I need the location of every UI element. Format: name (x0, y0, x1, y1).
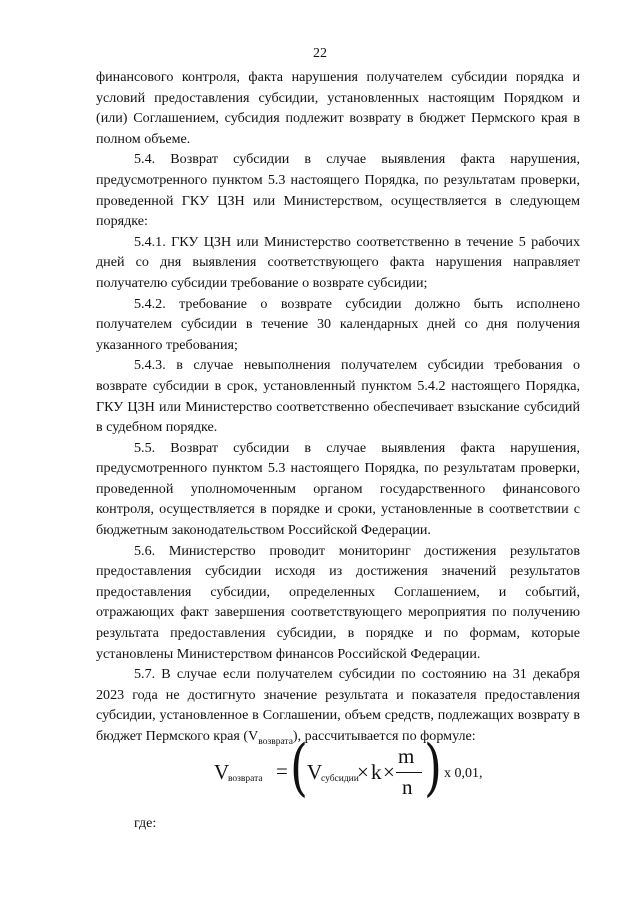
formula-tail: x 0,01, (444, 766, 483, 781)
formula-open-paren: ( (290, 730, 308, 804)
paragraph-continuation: финансового контроля, факта нарушения получателем субсидии порядка и условий предоставления субсидии, установленных настоящим Порядком и (или) Соглашением, субсидия подлежит возврату в бюджет Пермского края в полном объеме. (96, 69, 580, 147)
formula-fraction-bar (396, 772, 422, 773)
paragraph-5-7-tail: ), рассчитывается по формуле: (292, 728, 476, 744)
paragraph-5-4-2: 5.4.2. требование о возврате субсидии должно быть исполнено получателем субсидии в течение 30 календарных дней со дня получения указанного требования; (96, 295, 580, 353)
where-label: где: (134, 816, 157, 831)
formula-denominator: n (402, 775, 413, 799)
formula-equals: = (276, 759, 288, 783)
paragraph-5-4: 5.4. Возврат субсидии в случае выявления факта нарушения, предусмотренного пунктом 5.3 настоящего Порядка, по результатам проверки, проведенной ГКУ ЦЗН или Министерством, осуществляется в следующем порядке: (96, 151, 580, 230)
formula-v-var: V (307, 760, 323, 784)
formula-v-sub: субсидии (321, 774, 359, 784)
page-number: 22 (313, 46, 327, 61)
formula-times-2: × (383, 760, 395, 784)
formula-close-paren: ) (424, 730, 442, 804)
paragraph-5-7-subscript: возврата (258, 736, 293, 747)
paragraph-5-4-1: 5.4.1. ГКУ ЦЗН или Министерство соответственно в течение 5 рабочих дней со дня выявления соответствующего факта нарушения направляет получателю субсидии требование о возврате субсидии; (96, 233, 580, 291)
formula-k: k (371, 760, 382, 784)
paragraph-5-5: 5.5. Возврат субсидии в случае выявления факта нарушения, предусмотренного пунктом 5.3 настоящего Порядка, по результатам проверки, проведенной уполномоченным органом государственного финансового контроля, осуществляется в порядке и сроки, установленные в соответствии с бюджетным законодательством Российской Федерации. (96, 439, 580, 539)
paragraph-5-6: 5.6. Министерство проводит мониторинг достижения результатов предоставления субсидии исходя из достижения значений результатов предоставления субсидии, определенных Соглашением, и событий, отражающих факт завершения соответствующего мероприятия по получению результата предоставления субсидии, в порядке и по формам, которые установлены Министерством финансов Российской Федерации. (96, 542, 580, 662)
formula-numerator: m (398, 744, 415, 768)
paragraph-5-7 (96, 664, 580, 752)
paragraph-5-7-text: 5.7. В случае если получателем субсидии по состоянию на 31 декабря 2023 года не достигнуто значение результата и показателя предоставления субсидии, установленное в Соглашении, объем средств, подлежащих возврату в бюджет Пермского края (V (96, 666, 580, 744)
formula-lhs-sub: возврата (228, 774, 263, 784)
document-body (96, 67, 580, 752)
formula-times-1: × (357, 760, 369, 784)
paragraph-5-4-3: 5.4.3. в случае невыполнения получателем субсидии требования о возврате субсидии в срок, установленный пунктом 5.4.2 настоящего Порядка, ГКУ ЦЗН или Министерство соответственно обеспечивает взыскание субсидий в судебном порядке. (96, 357, 580, 436)
formula-lhs-var: V (214, 760, 230, 784)
